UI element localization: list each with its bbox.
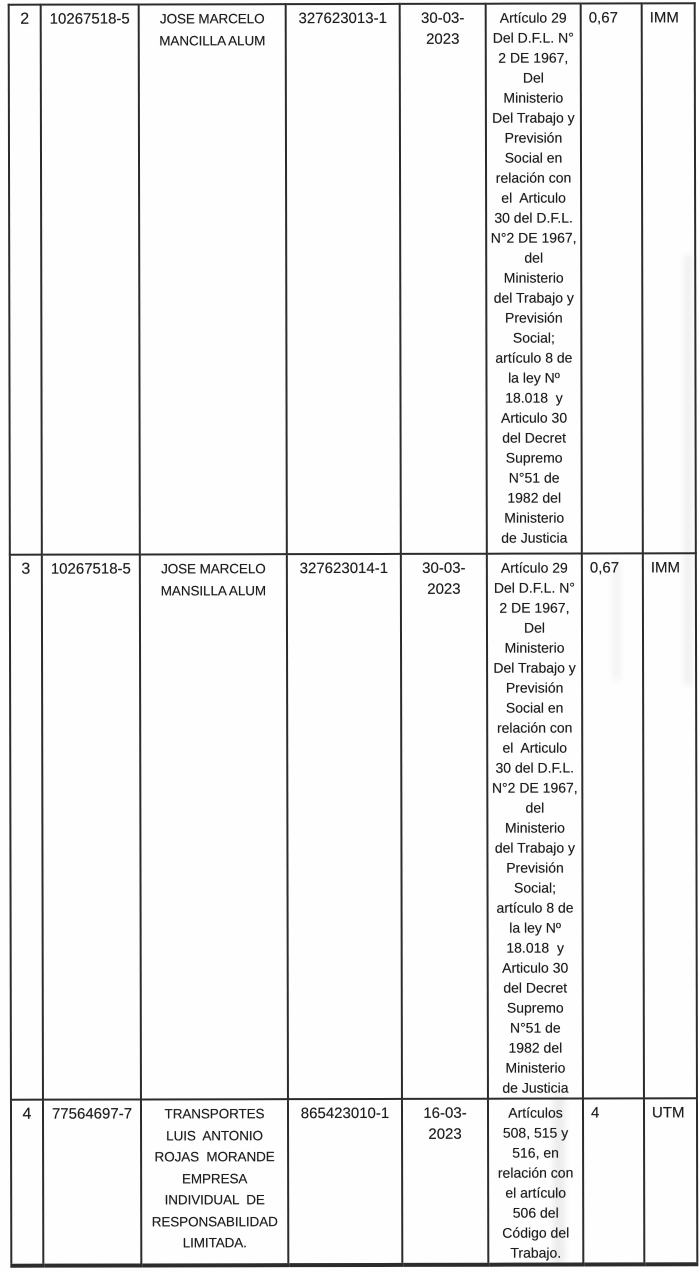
cell-amount: 0,67 — [581, 3, 643, 553]
sanctions-table — [8, 2, 699, 1267]
cell-doc-number: 865423010-1 — [288, 1099, 402, 1265]
cell-rut: 10267518-5 — [42, 554, 141, 1099]
cell-rut: 10267518-5 — [41, 4, 140, 554]
table-row — [9, 3, 696, 554]
table-row — [11, 1098, 697, 1265]
cell-name: TRANSPORTES LUIS ANTONIO ROJAS MORANDE EMPRESA INDIVIDUAL DE RESPONSABILIDAD LIMITADA. — [141, 1099, 288, 1265]
cell-row-number: 4 — [11, 1100, 43, 1266]
cell-doc-number: 327623013-1 — [286, 4, 401, 554]
cell-unit: IMM — [642, 3, 696, 553]
cell-legal-basis: Artículo 29 Del D.F.L. N° 2 DE 1967, Del Ministerio Del Trabajo y Previsión Social en relación con el Articulo 30 del D.F.L. N°2 DE 1967, del Ministerio del Trabajo y Previsión Social; artículo 8 de la ley Nº 18.018 y Articulo 30 del Decret Supremo N°51 de 1982 del Ministerio de Justicia — [487, 554, 583, 1099]
cell-doc-number: 327623014-1 — [287, 554, 402, 1099]
cell-legal-basis: Artículo 29 Del D.F.L. N° 2 DE 1967, Del Ministerio Del Trabajo y Previsión Social en relación con el Articulo 30 del D.F.L. N°2 DE 1967, del Ministerio del Trabajo y Previsión Social; artículo 8 de la ley Nº 18.018 y Articulo 30 del Decret Supremo N°51 de 1982 del Ministerio de Justicia — [486, 4, 582, 554]
cell-name: JOSE MARCELO MANCILLA ALUM — [139, 4, 287, 554]
cell-amount: 0,67 — [582, 553, 644, 1098]
cell-date: 16-03- 2023 — [402, 1099, 488, 1265]
cell-row-number: 2 — [9, 5, 42, 555]
cell-unit: UTM — [644, 1098, 697, 1264]
cell-name: JOSE MARCELO MANSILLA ALUM — [140, 554, 288, 1099]
cell-date: 30-03- 2023 — [401, 554, 488, 1099]
cell-unit: IMM — [643, 553, 697, 1098]
cell-amount: 4 — [583, 1098, 644, 1264]
table-row — [10, 553, 697, 1099]
cell-legal-basis: Artículos 508, 515 y 516, en relación con el artículo 506 del Código del Trabajo. — [488, 1099, 583, 1265]
cell-rut: 77564697-7 — [43, 1099, 141, 1265]
cell-row-number: 3 — [10, 555, 43, 1100]
cell-date: 30-03- 2023 — [400, 4, 487, 554]
